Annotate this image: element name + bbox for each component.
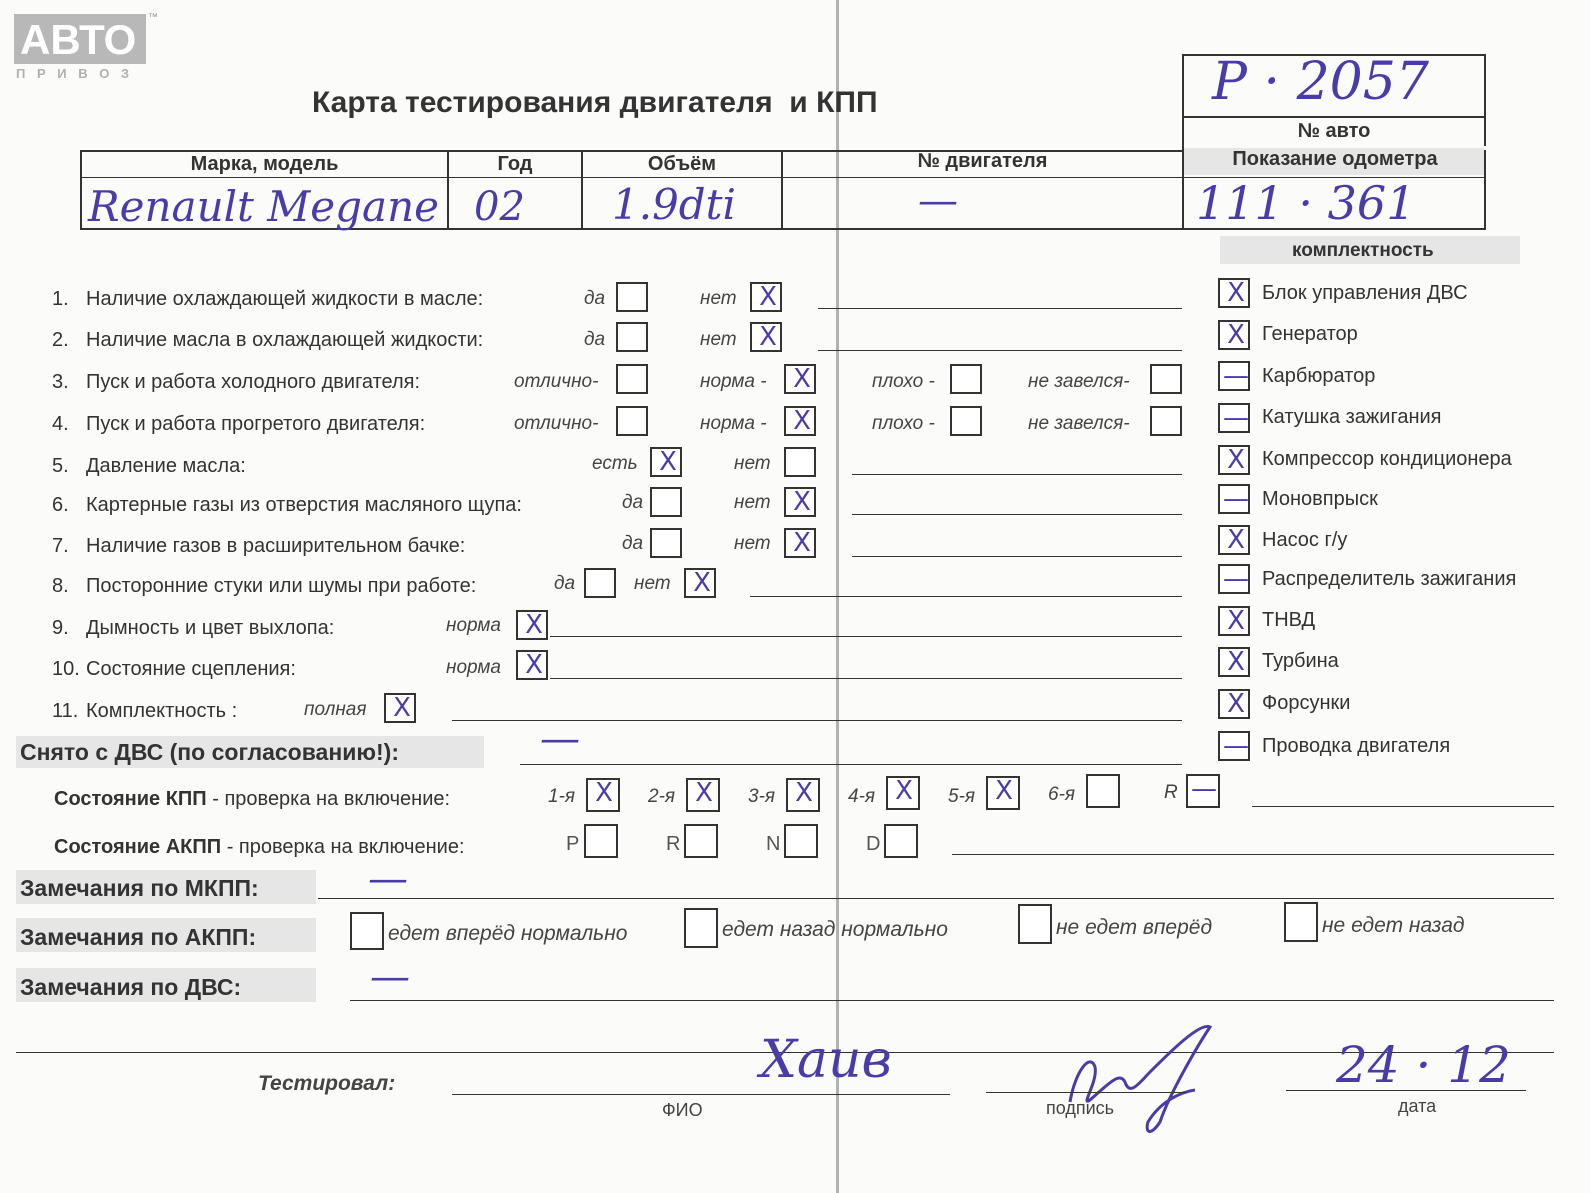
- answer-line: [952, 854, 1554, 855]
- completeness-item-label: Форсунки: [1262, 692, 1351, 714]
- check-mark: X: [895, 776, 913, 806]
- option-no-label: нет: [634, 573, 671, 594]
- answer-line: [852, 474, 1182, 475]
- q4-not-started-checkbox[interactable]: [1150, 406, 1182, 436]
- logo-tm: ™: [148, 12, 158, 23]
- logo-box: [14, 14, 146, 64]
- completeness-item-label: Турбина: [1262, 650, 1339, 672]
- q7-yes-checkbox[interactable]: [650, 528, 682, 558]
- question-text: Наличие масла в охлаждающей жидкости:: [86, 329, 484, 351]
- akpp-backward-ok-checkbox[interactable]: [684, 908, 718, 948]
- question-number: 10.: [52, 658, 80, 680]
- completeness-checkbox[interactable]: [1218, 525, 1250, 555]
- option-bad-label: плохо -: [872, 413, 935, 434]
- tester-name: Хаив: [760, 1030, 892, 1090]
- logo: [14, 12, 158, 84]
- question-number: 9.: [52, 617, 69, 639]
- check-mark: X: [693, 568, 711, 598]
- option-norm-label: норма: [446, 615, 501, 636]
- check-mark: X: [393, 693, 411, 723]
- completeness-item-label: Катушка зажигания: [1262, 406, 1442, 428]
- kpp-label-bold: Состояние КПП: [54, 788, 207, 810]
- question-text: Пуск и работа прогретого двигателя:: [86, 413, 426, 435]
- col-odometer-header: Показание одометра: [1232, 148, 1438, 170]
- akpp-p-checkbox[interactable]: [584, 824, 618, 858]
- remarks-akpp-label: Замечания по АКПП:: [20, 924, 257, 950]
- option-norm-label: норма: [446, 657, 501, 678]
- q8-yes-checkbox[interactable]: [584, 568, 616, 598]
- akpp-no-backward-checkbox[interactable]: [1284, 902, 1318, 942]
- question-number: 2.: [52, 329, 69, 351]
- completeness-mark: —: [1223, 403, 1249, 433]
- logo-subtitle: П Р И В О З: [16, 66, 134, 81]
- answer-line: [350, 1000, 1554, 1001]
- answer-line: [318, 898, 1554, 899]
- completeness-item-label: Моновпрыск: [1262, 488, 1378, 510]
- question-text: Давление масла:: [86, 455, 246, 477]
- completeness-mark: X: [1227, 445, 1245, 475]
- page-title: Карта тестирования двигателя и КПП: [312, 86, 878, 119]
- completeness-checkbox[interactable]: [1218, 564, 1250, 594]
- col-volume-header: Объём: [647, 153, 717, 175]
- question-number: 11.: [52, 700, 79, 722]
- answer-line: [550, 678, 1182, 679]
- name-caption: ФИО: [662, 1100, 703, 1120]
- check-mark: X: [793, 528, 811, 558]
- check-mark: X: [695, 778, 713, 808]
- completeness-title: комплектность: [1292, 240, 1434, 261]
- answer-line: [550, 636, 1182, 637]
- akpp-label-rest: - проверка на включение:: [221, 836, 465, 858]
- completeness-mark: X: [1227, 647, 1245, 677]
- gear-3-checkbox[interactable]: [786, 778, 820, 812]
- akpp-mode-label: P: [566, 833, 580, 855]
- answer-line: [818, 350, 1182, 351]
- q3-not-started-checkbox[interactable]: [1150, 364, 1182, 394]
- q3-normal-checkbox[interactable]: [784, 364, 816, 394]
- option-no-label: нет: [700, 329, 737, 350]
- option-no-label: нет: [734, 453, 771, 474]
- completeness-item-label: Карбюратор: [1262, 365, 1376, 387]
- q3-excellent-checkbox[interactable]: [616, 364, 648, 394]
- q10-norm-checkbox[interactable]: [516, 650, 548, 680]
- car-number-value: P · 2057: [1212, 52, 1429, 112]
- question-number: 4.: [52, 413, 69, 435]
- question-text: Пуск и работа холодного двигателя:: [86, 371, 421, 393]
- q6-no-checkbox[interactable]: [784, 487, 816, 517]
- completeness-checkbox[interactable]: [1218, 731, 1250, 761]
- check-mark: X: [525, 650, 543, 680]
- completeness-item-label: Распределитель зажигания: [1262, 568, 1517, 590]
- col-model-header: Марка, модель: [190, 153, 339, 175]
- q7-no-checkbox[interactable]: [784, 528, 816, 558]
- completeness-item-label: Блок управления ДВС: [1262, 282, 1468, 304]
- gear-1-checkbox[interactable]: [586, 778, 620, 812]
- akpp-remark-option: не едет вперёд: [1056, 916, 1213, 939]
- q3-bad-checkbox[interactable]: [950, 364, 982, 394]
- gear-label: 2-я: [648, 786, 676, 807]
- q6-yes-checkbox[interactable]: [650, 487, 682, 517]
- answer-line: [1252, 806, 1554, 807]
- check-mark: X: [659, 447, 677, 477]
- completeness-item-label: ТНВД: [1262, 609, 1316, 631]
- check-mark: —: [1191, 774, 1217, 804]
- check-mark: X: [759, 322, 777, 352]
- question-text: Наличие газов в расширительном бачке:: [86, 535, 466, 557]
- completeness-mark: —: [1223, 361, 1249, 391]
- q9-norm-checkbox[interactable]: [516, 610, 548, 640]
- q2-yes-checkbox[interactable]: [616, 322, 648, 352]
- gear-label: 3-я: [748, 786, 776, 807]
- kpp-label: [54, 788, 450, 811]
- option-normal-label: норма -: [700, 371, 767, 392]
- check-mark: X: [595, 778, 613, 808]
- question-number: 3.: [52, 371, 69, 393]
- question-number: 7.: [52, 535, 69, 557]
- option-excellent-label: отлично-: [514, 413, 599, 434]
- removed-label: Снято с ДВС (по согласованию!):: [20, 739, 399, 765]
- check-mark: X: [793, 406, 811, 436]
- date-line: [1286, 1090, 1526, 1091]
- completeness-checkbox[interactable]: [1218, 361, 1250, 391]
- option-yes-label: да: [622, 533, 644, 554]
- akpp-remark-option: не едет назад: [1322, 914, 1465, 937]
- gear-6-checkbox[interactable]: [1086, 774, 1120, 808]
- option-yes-label: да: [584, 329, 606, 350]
- signature-caption: подпись: [1046, 1098, 1115, 1118]
- question-number: 1.: [52, 288, 69, 310]
- model-value: Renault Megane: [88, 182, 439, 231]
- completeness-mark: X: [1227, 525, 1245, 555]
- answer-line: [818, 308, 1182, 309]
- completeness-mark: —: [1223, 731, 1249, 761]
- gear-5-checkbox[interactable]: [986, 776, 1020, 810]
- option-no-label: нет: [734, 492, 771, 513]
- gear-2-checkbox[interactable]: [686, 778, 720, 812]
- kpp-label-rest: - проверка на включение:: [206, 788, 451, 810]
- question-text: Состояние сцепления:: [86, 658, 296, 680]
- check-mark: X: [759, 282, 777, 312]
- answer-line: [852, 556, 1182, 557]
- tested-by-label: Тестировал:: [258, 1072, 396, 1095]
- q5-no-checkbox[interactable]: [784, 447, 816, 477]
- completeness-item-label: Проводка двигателя: [1262, 735, 1451, 757]
- completeness-checkbox[interactable]: [1218, 647, 1250, 677]
- logo-text: АВТО: [20, 16, 137, 63]
- question-text: Картерные газы из отверстия масляного щупа:: [86, 494, 522, 516]
- option-normal-label: норма -: [700, 413, 767, 434]
- completeness-checkbox[interactable]: [1218, 445, 1250, 475]
- completeness-checkbox[interactable]: [1218, 689, 1250, 719]
- car-number-label: № авто: [1297, 120, 1371, 142]
- q1-no-checkbox[interactable]: [750, 282, 782, 312]
- gear-label: 5-я: [948, 786, 976, 807]
- akpp-forward-ok-checkbox[interactable]: [350, 912, 384, 950]
- q8-no-checkbox[interactable]: [684, 568, 716, 598]
- akpp-mode-label: R: [666, 833, 681, 855]
- option-not-started-label: не завелся-: [1028, 413, 1130, 434]
- gear-label: 6-я: [1048, 784, 1076, 805]
- question-number: 6.: [52, 494, 69, 516]
- signature-line: [986, 1092, 1186, 1093]
- option-full-label: полная: [304, 699, 367, 720]
- q2-no-checkbox[interactable]: [750, 322, 782, 352]
- gear-label: 4-я: [848, 786, 876, 807]
- option-exists-label: есть: [592, 453, 638, 474]
- akpp-no-forward-checkbox[interactable]: [1018, 904, 1052, 944]
- question-text: Дымность и цвет выхлопа:: [86, 617, 335, 639]
- col-year-header: Год: [497, 153, 533, 175]
- option-excellent-label: отлично-: [514, 371, 599, 392]
- date-caption: дата: [1398, 1096, 1437, 1116]
- q4-bad-checkbox[interactable]: [950, 406, 982, 436]
- option-yes-label: да: [584, 288, 606, 309]
- test-date: 24 · 12: [1336, 1036, 1511, 1094]
- completeness-checkbox[interactable]: [1218, 278, 1250, 308]
- question-number: 8.: [52, 575, 69, 597]
- remarks-mkpp-label: Замечания по МКПП:: [20, 875, 259, 901]
- question-number: 5.: [52, 455, 69, 477]
- check-mark: X: [525, 610, 543, 640]
- completeness-mark: X: [1227, 320, 1245, 350]
- check-mark: X: [793, 487, 811, 517]
- akpp-remark-option: едет вперёд нормально: [388, 922, 628, 945]
- q5-exists-checkbox[interactable]: [650, 447, 682, 477]
- col-engine-header: № двигателя: [917, 150, 1048, 172]
- option-no-label: нет: [734, 533, 771, 554]
- option-no-label: нет: [700, 288, 737, 309]
- akpp-mode-label: D: [866, 833, 881, 855]
- completeness-mark: X: [1227, 278, 1245, 308]
- completeness-mark: X: [1227, 689, 1245, 719]
- option-not-started-label: не завелся-: [1028, 371, 1130, 392]
- answer-line: [750, 596, 1182, 597]
- completeness-mark: —: [1223, 484, 1249, 514]
- check-mark: X: [995, 776, 1013, 806]
- option-bad-label: плохо -: [872, 371, 935, 392]
- volume-value: 1.9dti: [612, 180, 736, 229]
- answer-line: [520, 764, 1182, 765]
- remarks-dvs-value: —: [370, 954, 410, 1000]
- name-line: [452, 1094, 950, 1095]
- akpp-n-checkbox[interactable]: [784, 824, 818, 858]
- remarks-dvs-label: Замечания по ДВС:: [20, 974, 242, 1000]
- gear-label: R: [1164, 782, 1178, 803]
- completeness-checkbox[interactable]: [1218, 320, 1250, 350]
- completeness-mark: X: [1227, 606, 1245, 636]
- completeness-item-label: Генератор: [1262, 323, 1358, 345]
- completeness-item-label: Компрессор кондиционера: [1262, 448, 1512, 470]
- akpp-remark-option: едет назад нормально: [722, 918, 948, 941]
- q4-excellent-checkbox[interactable]: [616, 406, 648, 436]
- q11-full-checkbox[interactable]: [384, 693, 416, 723]
- completeness-checkbox[interactable]: [1218, 484, 1250, 514]
- gear-r-checkbox[interactable]: [1186, 774, 1220, 808]
- akpp-mode-label: N: [766, 833, 781, 855]
- option-yes-label: да: [554, 573, 576, 594]
- gear-label: 1-я: [548, 786, 576, 807]
- akpp-d-checkbox[interactable]: [884, 824, 918, 858]
- completeness-mark: —: [1223, 564, 1249, 594]
- question-text: Наличие охлаждающей жидкости в масле:: [86, 288, 484, 310]
- engine-value: —: [918, 178, 958, 224]
- check-mark: X: [793, 364, 811, 394]
- check-mark: X: [795, 778, 813, 808]
- year-value: 02: [474, 184, 525, 230]
- akpp-label-bold: Состояние АКПП: [54, 836, 222, 858]
- removed-value: —: [540, 716, 580, 762]
- option-yes-label: да: [622, 492, 644, 513]
- gear-4-checkbox[interactable]: [886, 776, 920, 810]
- q1-yes-checkbox[interactable]: [616, 282, 648, 312]
- tester-signature: [1050, 1012, 1220, 1142]
- q4-normal-checkbox[interactable]: [784, 406, 816, 436]
- question-text: Посторонние стуки или шумы при работе:: [86, 575, 477, 597]
- akpp-r-checkbox[interactable]: [684, 824, 718, 858]
- remarks-mkpp-value: —: [368, 856, 408, 902]
- completeness-checkbox[interactable]: [1218, 606, 1250, 636]
- completeness-checkbox[interactable]: [1218, 403, 1250, 433]
- completeness-item-label: Насос г/у: [1262, 529, 1348, 551]
- answer-line: [852, 514, 1182, 515]
- question-text: Комплектность :: [86, 700, 238, 722]
- odometer-value: 111 · 361: [1196, 176, 1416, 230]
